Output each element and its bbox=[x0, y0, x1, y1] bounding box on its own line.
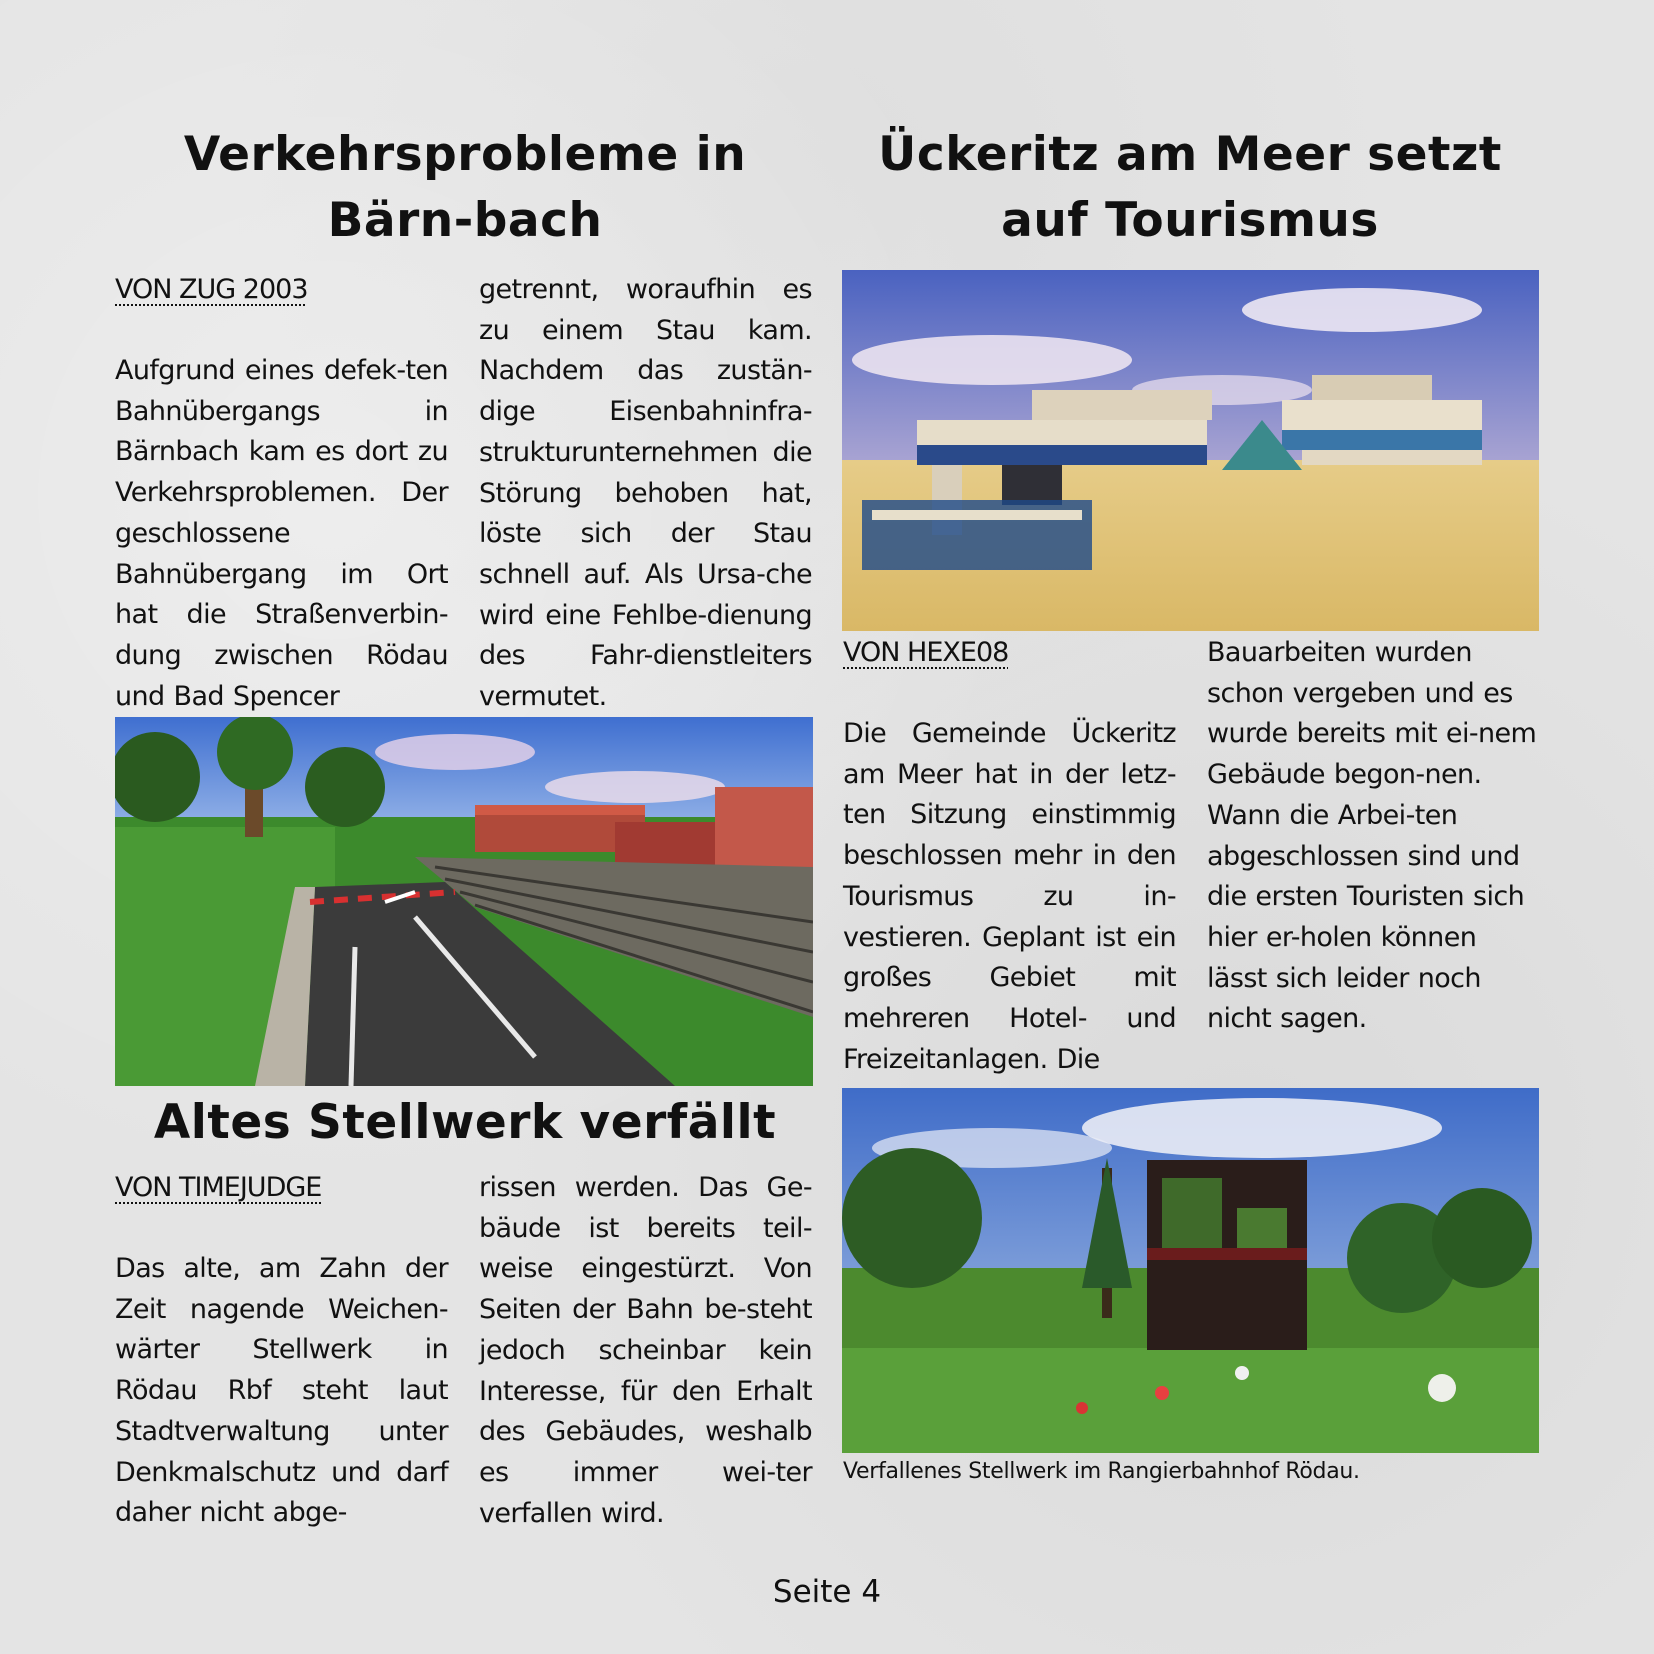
article2-column-1: Die Gemeinde Ückeritz am Meer hat in der letz-ten Sitzung einstimmig beschlossen mehr in den Tourismus zu in-vestieren. Geplant ist ein großes Gebiet mit mehreren Hotel- und Freizeitanlagen. Die bbox=[843, 718, 1176, 1075]
railway-crossing-photo bbox=[115, 717, 813, 1086]
byline-article2: VON HEXE08 bbox=[843, 637, 1009, 668]
article2-column-2: Bauarbeiten wurden schon vergeben und es wurde bereits mit ei-nem Gebäude begon-nen. Wann die Arbei-ten abgeschlossen sind und die ersten Touristen sich hier er-holen können lässt sich leider noch nicht sagen. bbox=[1207, 637, 1537, 1035]
article3-column-1: Das alte, am Zahn der Zeit nagende Weichen-wärter Stellwerk in Rödau Rbf steht laut Stadtverwaltung unter Denkmalschutz und darf daher nicht abge- bbox=[115, 1253, 448, 1529]
article1-column-2: getrennt, woraufhin es zu einem Stau kam. Nachdem das zustän-dige Eisenbahninfra-strukturunternehmen die Störung behoben hat, löste sich der Stau schnell auf. Als Ursa-che wird eine Fehlbe-dienung des Fahr-dienstleiters vermutet. bbox=[479, 274, 812, 713]
headline-ueckeritz: Ückeritz am Meer setzt auf Tourismus bbox=[878, 127, 1502, 248]
page-number: Seite 4 bbox=[772, 1574, 882, 1610]
headline-altes-stellwerk: Altes Stellwerk verfällt bbox=[153, 1095, 777, 1150]
photo-caption: Verfallenes Stellwerk im Rangierbahnhof Rödau. bbox=[843, 1459, 1360, 1484]
byline-article1: VON ZUG 2003 bbox=[115, 274, 308, 305]
headline-verkehrsprobleme: Verkehrsprobleme in Bärn-bach bbox=[183, 127, 747, 248]
signal-box-photo bbox=[842, 1088, 1539, 1453]
beach-hotel-photo bbox=[842, 270, 1539, 631]
article3-column-2: rissen werden. Das Ge-bäude ist bereits teil-weise eingestürzt. Von Seiten der Bahn be-steht jedoch scheinbar kein Interesse, für den Erhalt des Gebäudes, weshalb es immer wei-ter verfallen wird. bbox=[479, 1172, 812, 1529]
byline-article3: VON TIMEJUDGE bbox=[115, 1172, 322, 1203]
article1-column-1: Aufgrund eines defek-ten Bahnübergangs in Bärnbach kam es dort zu Verkehrsproblemen. Der geschlossene Bahnübergang im Ort hat die Straßenverbin-dung zwischen Rödau und Bad Spencer bbox=[115, 355, 448, 712]
